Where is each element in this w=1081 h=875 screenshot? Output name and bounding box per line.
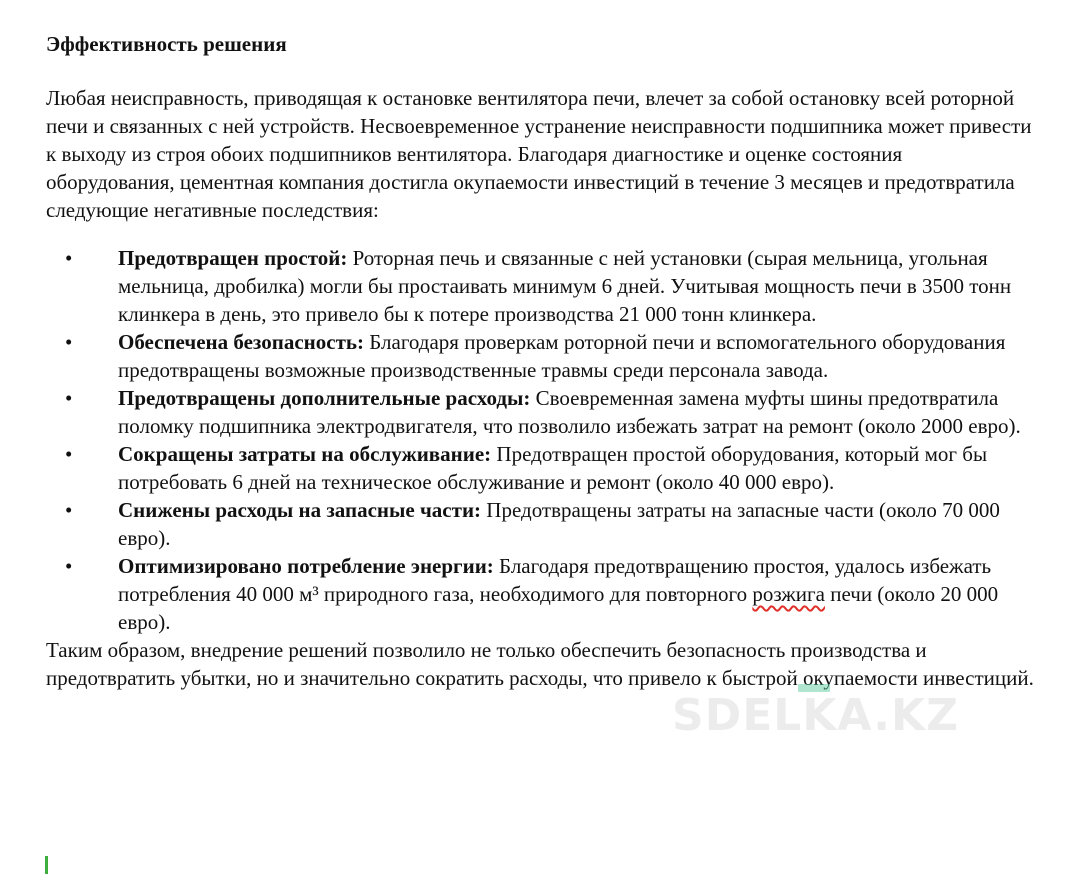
- list-item-spare-parts: [46, 496, 1036, 552]
- list-item-text: Предотвращены затраты на запасные части (около 70 000 евро).: [118, 498, 1000, 550]
- watermark: SDELKA.KZ: [672, 690, 959, 741]
- list-item-downtime: [46, 244, 1036, 328]
- list-item-text: Благодаря предотвращению простоя, удалось избежать потребления 40 000 м³ природного газа, необходимого для повторного: [118, 554, 992, 606]
- misspelled-word[interactable]: розжига: [752, 582, 825, 606]
- bullet-icon: •: [65, 386, 73, 410]
- intro-paragraph: Любая неисправность, приводящая к остановке вентилятора печи, влечет за собой остановку всей роторной печи и связанных с ней устройств. Несвоевременное устранение неисправности подшипника может привести к выходу из строя обоих подшипников вентилятора. Благодаря диагностике и оценке состояния оборудования, цементная компания достигла окупаемости инвестиций в течение 3 месяцев и предотвратила следующие негативные последствия:: [46, 86, 1032, 222]
- list-item-maintenance: [46, 440, 1036, 496]
- list-item-term: Сокращены затраты на обслуживание:: [118, 442, 492, 466]
- list-item-term: Предотвращены дополнительные расходы:: [118, 386, 531, 410]
- bullet-icon: •: [65, 330, 73, 354]
- bullet-icon: •: [65, 246, 73, 270]
- list-item-energy: [46, 552, 1036, 636]
- list-item-term: Снижены расходы на запасные части:: [118, 498, 482, 522]
- list-item-extra-costs: [46, 384, 1036, 440]
- text-cursor: [45, 856, 48, 874]
- list-item-text: Благодаря проверкам роторной печи и вспомогательного оборудования предотвращены возможные производственные травмы среди персонала завода.: [118, 330, 1006, 382]
- list-item-text: Предотвращен простой оборудования, который мог бы потребовать 6 дней на техническое обслуживание и ремонт (около 40 000 евро).: [118, 442, 988, 494]
- list-item-text: печи (около 20 000 евро).: [118, 582, 999, 634]
- bullet-icon: •: [65, 442, 73, 466]
- document-body: [46, 30, 1036, 692]
- list-item-text: Своевременная замена муфты шины предотвратила поломку подшипника электродвигателя, что позволило избежать затрат на ремонт (около 2000 евро).: [118, 386, 1021, 438]
- section-heading: Эффективность решения: [46, 32, 287, 56]
- list-item-safety: [46, 328, 1036, 384]
- list-item-term: Обеспечена безопасность:: [118, 330, 364, 354]
- bullet-icon: •: [65, 554, 73, 578]
- conclusion-paragraph: Таким образом, внедрение решений позволило не только обеспечить безопасность производства и предотвратить убытки, но и значительно сократить расходы, что привело к быстрой окупаемости инвестиций.: [46, 638, 1034, 690]
- list-item-term: Оптимизировано потребление энергии:: [118, 554, 494, 578]
- list-item-term: Предотвращен простой:: [118, 246, 348, 270]
- watermark-accent: [798, 684, 830, 692]
- consequences-list: [46, 244, 1036, 636]
- list-item-text: Роторная печь и связанные с ней установки (сырая мельница, угольная мельница, дробилка) могли бы простаивать минимум 6 дней. Учитывая мощность печи в 3500 тонн клинкера в день, это привело бы к потере производства 21 000 тонн клинкера.: [118, 246, 1012, 326]
- bullet-icon: •: [65, 498, 73, 522]
